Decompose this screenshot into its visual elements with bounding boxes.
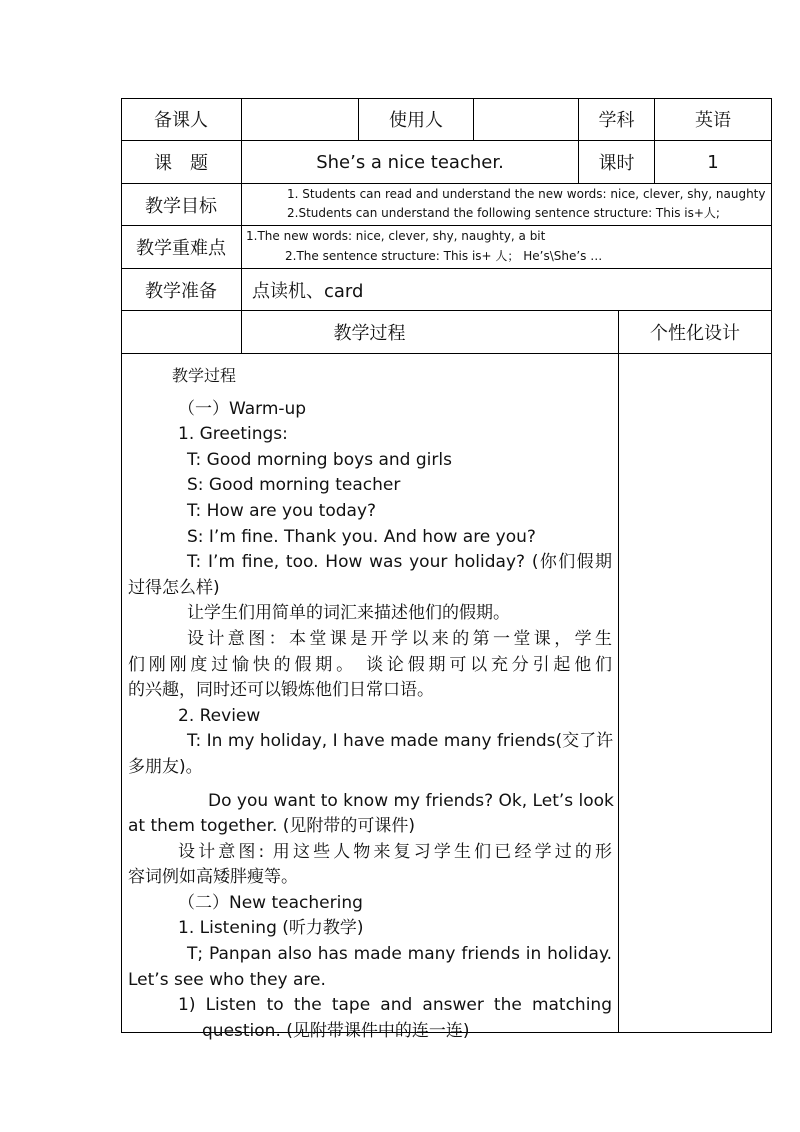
period-label: 课时 — [598, 153, 635, 174]
listening-heading: 1. Listening (听力教学) — [178, 918, 364, 939]
preparer-value — [242, 98, 358, 140]
objectives-line-2: 2.Students can understand the following sentence structure: This is+人; — [287, 206, 720, 220]
design-intent-text: 容词例如高矮胖瘦等。 — [128, 867, 298, 888]
preparer-label: 备课人 — [154, 110, 208, 131]
dialogue-line: T: Good morning boys and girls — [187, 449, 452, 470]
listening-task: 1) Listen to the tape and answer the matching — [178, 995, 612, 1016]
subject-value: 英语 — [695, 110, 731, 131]
dialogue-line: T: In my holiday, I have made many friends(交了许 — [187, 731, 614, 752]
user-value — [474, 98, 578, 140]
dialogue-line-continued: at them together. (见附带的可课件) — [128, 816, 416, 837]
dialogue-line-continued: Let’s see who they are. — [128, 969, 326, 990]
instruction-text: 让学生们用简单的词汇来描述他们的假期。 — [187, 603, 510, 624]
dialogue-line: Do you want to know my friends? Ok, Let’s look — [208, 790, 614, 811]
table-border-right — [771, 98, 772, 1033]
preparation-value: 点读机、card — [252, 280, 364, 302]
row-divider — [121, 353, 772, 354]
design-intent-text: 们刚刚度过愉快的假期。 谈论假期可以充分引起他们 — [128, 654, 612, 675]
key-points-line-2: 2.The sentence structure: This is+ 人； He’s\She’s … — [285, 249, 603, 263]
objectives-line-1: 1. Students can read and understand the new words: nice, clever, shy, naughty — [287, 187, 766, 201]
process-title: 教学过程 — [172, 366, 237, 385]
topic-label: 课 题 — [154, 153, 208, 174]
preparation-label: 教学准备 — [145, 280, 217, 302]
section-warm-up-heading: （一）Warm-up — [178, 398, 307, 419]
dialogue-line: S: I’m fine. Thank you. And how are you? — [187, 526, 536, 547]
design-intent-text: 设计意图：本堂课是开学以来的第一堂课，学生 — [187, 628, 612, 649]
key-points-label: 教学重难点 — [136, 238, 226, 259]
review-heading: 2. Review — [178, 705, 261, 726]
user-label: 使用人 — [389, 110, 443, 131]
dialogue-line: T: I’m fine, too. How was your holiday? (你们假期 — [187, 552, 612, 573]
objectives-label: 教学目标 — [145, 195, 217, 217]
design-intent-text: 的兴趣，同时还可以锻炼他们日常口语。 — [128, 680, 434, 701]
dialogue-line: T: How are you today? — [187, 500, 377, 521]
period-value: 1 — [707, 151, 719, 173]
design-intent-text: 设计意图: 用这些人物来复习学生们已经学过的形 — [178, 841, 612, 862]
process-column-header: 教学过程 — [333, 323, 406, 344]
greetings-heading: 1. Greetings: — [178, 424, 288, 445]
dialogue-line-continued: 过得怎么样) — [128, 577, 220, 598]
section-new-teaching-heading: （二）New teachering — [178, 892, 363, 913]
personal-design-column-header: 个性化设计 — [650, 323, 740, 344]
listening-task-continued: question. (见附带课件中的连一连) — [202, 1020, 470, 1041]
key-points-line-1: 1.The new words: nice, clever, shy, naughty, a bit — [246, 229, 546, 243]
process-body — [128, 363, 612, 1044]
dialogue-line-continued: 多朋友)。 — [128, 756, 203, 777]
dialogue-line: S: Good morning teacher — [187, 475, 401, 496]
subject-label: 学科 — [598, 110, 635, 131]
dialogue-line: T; Panpan also has made many friends in holiday. — [187, 944, 612, 965]
col-divider — [618, 310, 619, 1033]
topic-value: She’s a nice teacher. — [316, 151, 504, 173]
